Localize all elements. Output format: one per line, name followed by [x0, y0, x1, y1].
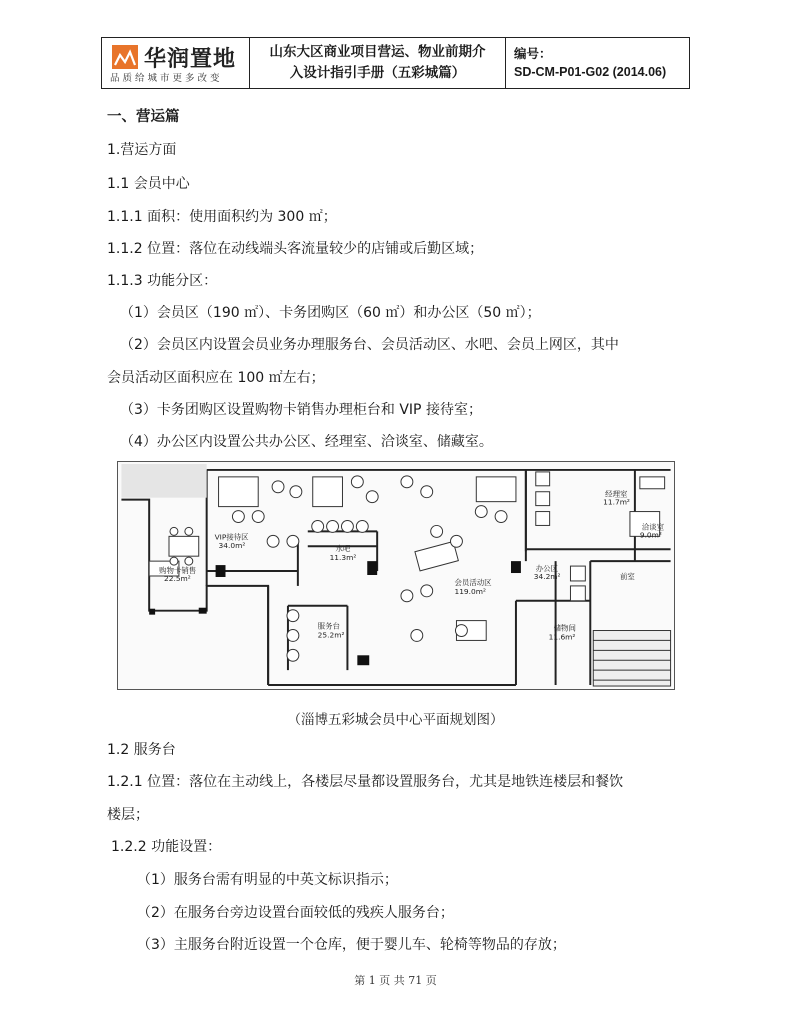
- floor-plan-image: [117, 461, 675, 690]
- figure-caption: （淄博五彩城会员中心平面规划图）: [287, 712, 504, 728]
- room-area: 11.6m²: [548, 632, 576, 642]
- title-line-1: 山东大区商业项目营运、物业前期介: [269, 44, 486, 60]
- paragraph-location: 1.1.2 位置：落位在动线端头客流量较少的店铺或后勤区域；: [107, 241, 484, 257]
- room-label: 经理室: [605, 489, 628, 499]
- room-area: 11.3m²: [329, 553, 357, 563]
- list-item-3: （3）卡务团购区设置购物卡销售办理柜台和 VIP 接待室；: [120, 402, 482, 418]
- room-label: VIP接待区: [214, 532, 249, 542]
- room-label: 水吧: [335, 544, 351, 554]
- room-area: 25.2m²: [317, 630, 345, 640]
- list-item-2-cont: 会员活动区面积应在 100 ㎡左右；: [107, 370, 325, 386]
- logo-cell: [102, 38, 250, 88]
- heading-1-2: 1.2 服务台: [107, 742, 176, 758]
- code-value: SD-CM-P01-G02 (2014.06): [514, 65, 667, 79]
- section-title: 一、营运篇: [107, 109, 180, 125]
- stair-label: 前室: [620, 571, 635, 581]
- code-label: 编号：: [514, 47, 552, 61]
- paragraph-zones: 1.1.3 功能分区：: [107, 273, 218, 289]
- list-item-4: （4）办公区内设置公共办公区、经理室、洽谈室、储藏室。: [120, 434, 493, 450]
- room-area: 22.5m²: [164, 573, 191, 583]
- desk-list-item-1: （1）服务台需有明显的中英文标识指示；: [137, 872, 398, 888]
- logo-name: 华润置地: [144, 47, 237, 72]
- room-area: 34.2m²: [533, 571, 561, 581]
- paragraph-desk-location: 1.2.1 位置：落位在主动线上，各楼层尽量都设置服务台，尤其是地铁连楼层和餐饮: [107, 774, 624, 790]
- room-label: 储物间: [553, 623, 576, 633]
- room-area: 9.0m²: [639, 530, 662, 540]
- desk-list-item-3: （3）主服务台附近设置一个仓库，便于婴儿车、轮椅等物品的存放；: [137, 937, 566, 953]
- room-label: 会员活动区: [454, 577, 492, 587]
- paragraph-desk-location-cont: 楼层；: [107, 807, 149, 823]
- room-label: 洽谈室: [641, 522, 665, 532]
- document-code: [506, 38, 689, 88]
- document-header: [101, 37, 690, 89]
- room-area: 11.7m²: [603, 497, 630, 507]
- floor-plan-drawing: [118, 462, 674, 689]
- company-logo-icon: [112, 45, 138, 69]
- desk-list-item-2: （2）在服务台旁边设置台面较低的残疾人服务台；: [137, 905, 454, 921]
- document-title: [250, 38, 506, 88]
- heading-1-1: 1.1 会员中心: [107, 176, 190, 192]
- logo-slogan: 品质给城市更多改变: [110, 73, 223, 84]
- room-label: 办公区: [535, 564, 559, 574]
- room-label: 服务台: [317, 621, 340, 631]
- list-item-2: （2）会员区内设置会员业务办理服务台、会员活动区、水吧、会员上网区，其中: [120, 337, 619, 353]
- paragraph-area: 1.1.1 面积：使用面积约为 300 ㎡；: [107, 209, 337, 225]
- room-label: 购物卡销售: [159, 566, 197, 576]
- list-item-1: （1）会员区（190 ㎡）、卡务团购区（60 ㎡）和办公区（50 ㎡）；: [120, 305, 541, 321]
- paragraph-desk-functions: 1.2.2 功能设置：: [111, 839, 222, 855]
- room-area: 119.0m²: [454, 586, 486, 596]
- heading-1: 1.营运方面: [107, 142, 177, 158]
- title-line-2: 入设计指引手册（五彩城篇）: [289, 65, 466, 81]
- room-area: 34.0m²: [218, 541, 246, 551]
- page-footer: 第 1 页 共 71 页: [354, 974, 437, 987]
